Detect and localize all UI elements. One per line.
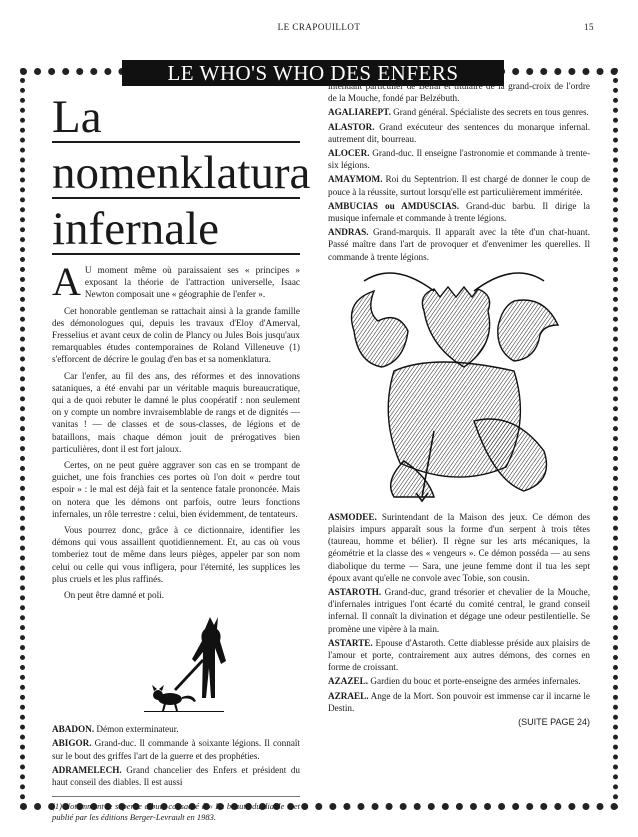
entry-name: ABADON. bbox=[52, 724, 95, 735]
entry-text: Grand-duc. Il enseigne l'astronomie et commande à trente-six légions. bbox=[328, 148, 591, 171]
entry-text: Grand général. Spécialiste des secrets en tous genres. bbox=[393, 107, 589, 118]
dictionary-entry bbox=[328, 586, 590, 635]
dictionary-entry bbox=[52, 737, 300, 761]
dictionary-entry bbox=[328, 147, 590, 171]
dictionary-entry bbox=[52, 723, 300, 735]
intro-paragraph: Certes, on ne peut guère aggraver son cas en se trompant de guichet, une fois franchies ces portes où l'on doit « perdre tout espoir » : le mal est déjà fait et la sentence fatale prononcée. Mais on notera que les démons ont parfois, outre leurs fonctions infernales, un rôle terrestre : celui, bien évidemment, de tentateurs. bbox=[52, 460, 300, 519]
entry-continuation: intendant particulier de Bélial et titulaire de la grand-croix de l'ordre de la Mouche, fondé par Belzébuth. bbox=[328, 81, 590, 104]
entry-text: Gardien du bouc et porte-enseigne des armées infernales. bbox=[370, 676, 581, 687]
entry-text: Grand chancelier des Enfers et président du haut conseil des diables. Il est aussi bbox=[52, 764, 301, 788]
entry-name: AZAZEL. bbox=[328, 676, 369, 687]
footnote: (1) Notamment le superbe album consacré à « La beauté du diable » et publié par les éditions Berger-Levrault en 1983. bbox=[52, 796, 300, 822]
running-head bbox=[44, 22, 594, 36]
entry-text: Epouse d'Astaroth. Cette diablesse préside aux plaisirs de l'amour et porte, contrairement aux autres démons, des cornes en forme de croissant. bbox=[328, 637, 590, 673]
entry-text: Démon exterminateur. bbox=[96, 724, 179, 735]
entry-name: ABIGOR. bbox=[52, 738, 92, 749]
dictionary-entry bbox=[328, 690, 590, 714]
intro-paragraph: A U moment même où paraissaient ses « principes » exposant la théorie de l'attraction universelle, Isaac Newton composait une « géographie de l'enfer ». bbox=[52, 259, 300, 304]
entry-name: AMBUCIAS ou AMDUSCIAS. bbox=[328, 200, 460, 211]
entry-text: Surintendant de la Maison des jeux. Ce démon des plaisirs impurs apparaît sous la forme d'un serpent à trois têtes (taureau, homme et bélier). Il règne sur les arts mécaniques, la géométrie et la classe des « vengeurs ». Ce démon posséda — au sens diabolique du terme — Sara, une jeune femme dont il tua les sept époux avant qu'elle ne convole avec Tobie, son cousin. bbox=[328, 511, 591, 583]
entry-name: ALOCER. bbox=[328, 148, 370, 159]
entry-text: Roi du Septentrion. Il est chargé de donner le coup de pouce à la réussite, surtout lorsqu'elle est particulièrement imméritée. bbox=[328, 174, 591, 197]
entry-name: ASTARTE. bbox=[328, 637, 373, 648]
dictionary-entry bbox=[328, 226, 590, 263]
entry-name: ASMODEE. bbox=[328, 511, 377, 522]
dictionary-entry bbox=[328, 675, 590, 687]
title-line: La bbox=[52, 96, 300, 143]
entry-name: AZRAEL. bbox=[328, 690, 369, 701]
intro-paragraph: Vous pourrez donc, grâce à ce dictionnaire, identifier les démons qui vous assaillent quotidiennement. Et, au cas où vous tomberiez tout de même dans leurs pièges, appeler par son nom celui ou celle qui vous infligera, pour l'éternité, les supplices les plus cruels et les plus raffinés. bbox=[52, 525, 300, 584]
entry-name: ASTAROTH. bbox=[328, 587, 382, 598]
entry-text: Ange de la Mort. Son pouvoir est immense car il incarne le Destin. bbox=[328, 690, 590, 713]
left-column bbox=[52, 82, 311, 831]
entry-name: AGALIAREPT. bbox=[328, 107, 391, 118]
drop-cap: A bbox=[52, 259, 81, 304]
title-line: infernale bbox=[52, 208, 300, 255]
intro-paragraph: Cet honorable gentleman se rattachait ainsi à la grande famille des démonologues qui, depuis les travaux d'Eloy d'Amerval, Fresselius et avant ceux de colin de Plancy ou Jules Bois jusqu'aux remarquables études contemporaines de Roland Villeneuve (1) s'efforcent de décrire le goulag d'en bas et sa nomenklatura. bbox=[52, 305, 300, 365]
article-title bbox=[52, 91, 311, 255]
entry-text: Grand-duc, grand trésorier et chevalier de la Mouche, d'infernales intrigues l'ont écarté du comité central, le grand conseil infernal. Il connaît la divination et dégage une odeur pestilentielle. Se promène une vipère à la main. bbox=[328, 587, 591, 634]
entry-name: ANDRAS. bbox=[328, 227, 369, 238]
entry-text: Grand exécuteur des sentences du monarque infernal. autrement dit, bourreau. bbox=[328, 121, 591, 144]
dictionary-entry bbox=[328, 106, 590, 118]
right-column bbox=[328, 80, 590, 737]
entry-name: AMAYMOM. bbox=[328, 174, 383, 185]
intro-paragraph: Car l'enfer, au fil des ans, des réformes et des innovations sataniques, a été envahi par un véritable maquis bureaucratique, qui a de quoi rebuter le damné le plus coopératif : non seulement on y compte un nombre invraisemblable de rangs et de dignités — vanitas ! — de classes et de sous-classes, de légions et de bataillons, mais chaque démon jouit de prérogatives bien particulières, dont il est fort jaloux. bbox=[52, 370, 300, 454]
intro-paragraph: On peut être damné et poli. bbox=[64, 590, 165, 601]
dictionary-entry bbox=[328, 121, 590, 145]
magazine-name: LE CRAPOUILLOT bbox=[277, 22, 361, 32]
entry-name: ADRAMELECH. bbox=[52, 764, 122, 775]
page-number: 15 bbox=[584, 22, 594, 32]
dictionary-entry bbox=[328, 637, 590, 674]
entry-text: Grand-duc. Il commande à soixante légions. Il connaît sur le bout des griffes l'art de la guerre et des prophéties. bbox=[52, 738, 301, 761]
dictionary-entry bbox=[328, 511, 590, 584]
dictionary-entry bbox=[52, 764, 300, 788]
section-banner: LE WHO'S WHO DES ENFERS bbox=[122, 60, 504, 86]
dictionary-entry bbox=[328, 173, 590, 197]
entry-name: ALASTOR. bbox=[328, 121, 375, 132]
devil-silhouette-illustration bbox=[144, 613, 236, 713]
title-line: nomenklatura bbox=[52, 147, 311, 199]
continued-notice: (SUITE PAGE 24) bbox=[518, 717, 590, 728]
entry-text: Grand-marquis. Il apparaît avec la tête d'un chat-huant. Passé maître dans l'art de provoquer et d'envenimer les querelles. Il commande à trente légions. bbox=[328, 227, 591, 262]
dictionary-entry bbox=[328, 200, 590, 224]
article-frame bbox=[20, 61, 618, 822]
entry-text: Grand-duc barbu. Il dirige la musique infernale et commande à trente légions. bbox=[328, 200, 590, 224]
asmodee-engraving-illustration bbox=[334, 271, 574, 503]
